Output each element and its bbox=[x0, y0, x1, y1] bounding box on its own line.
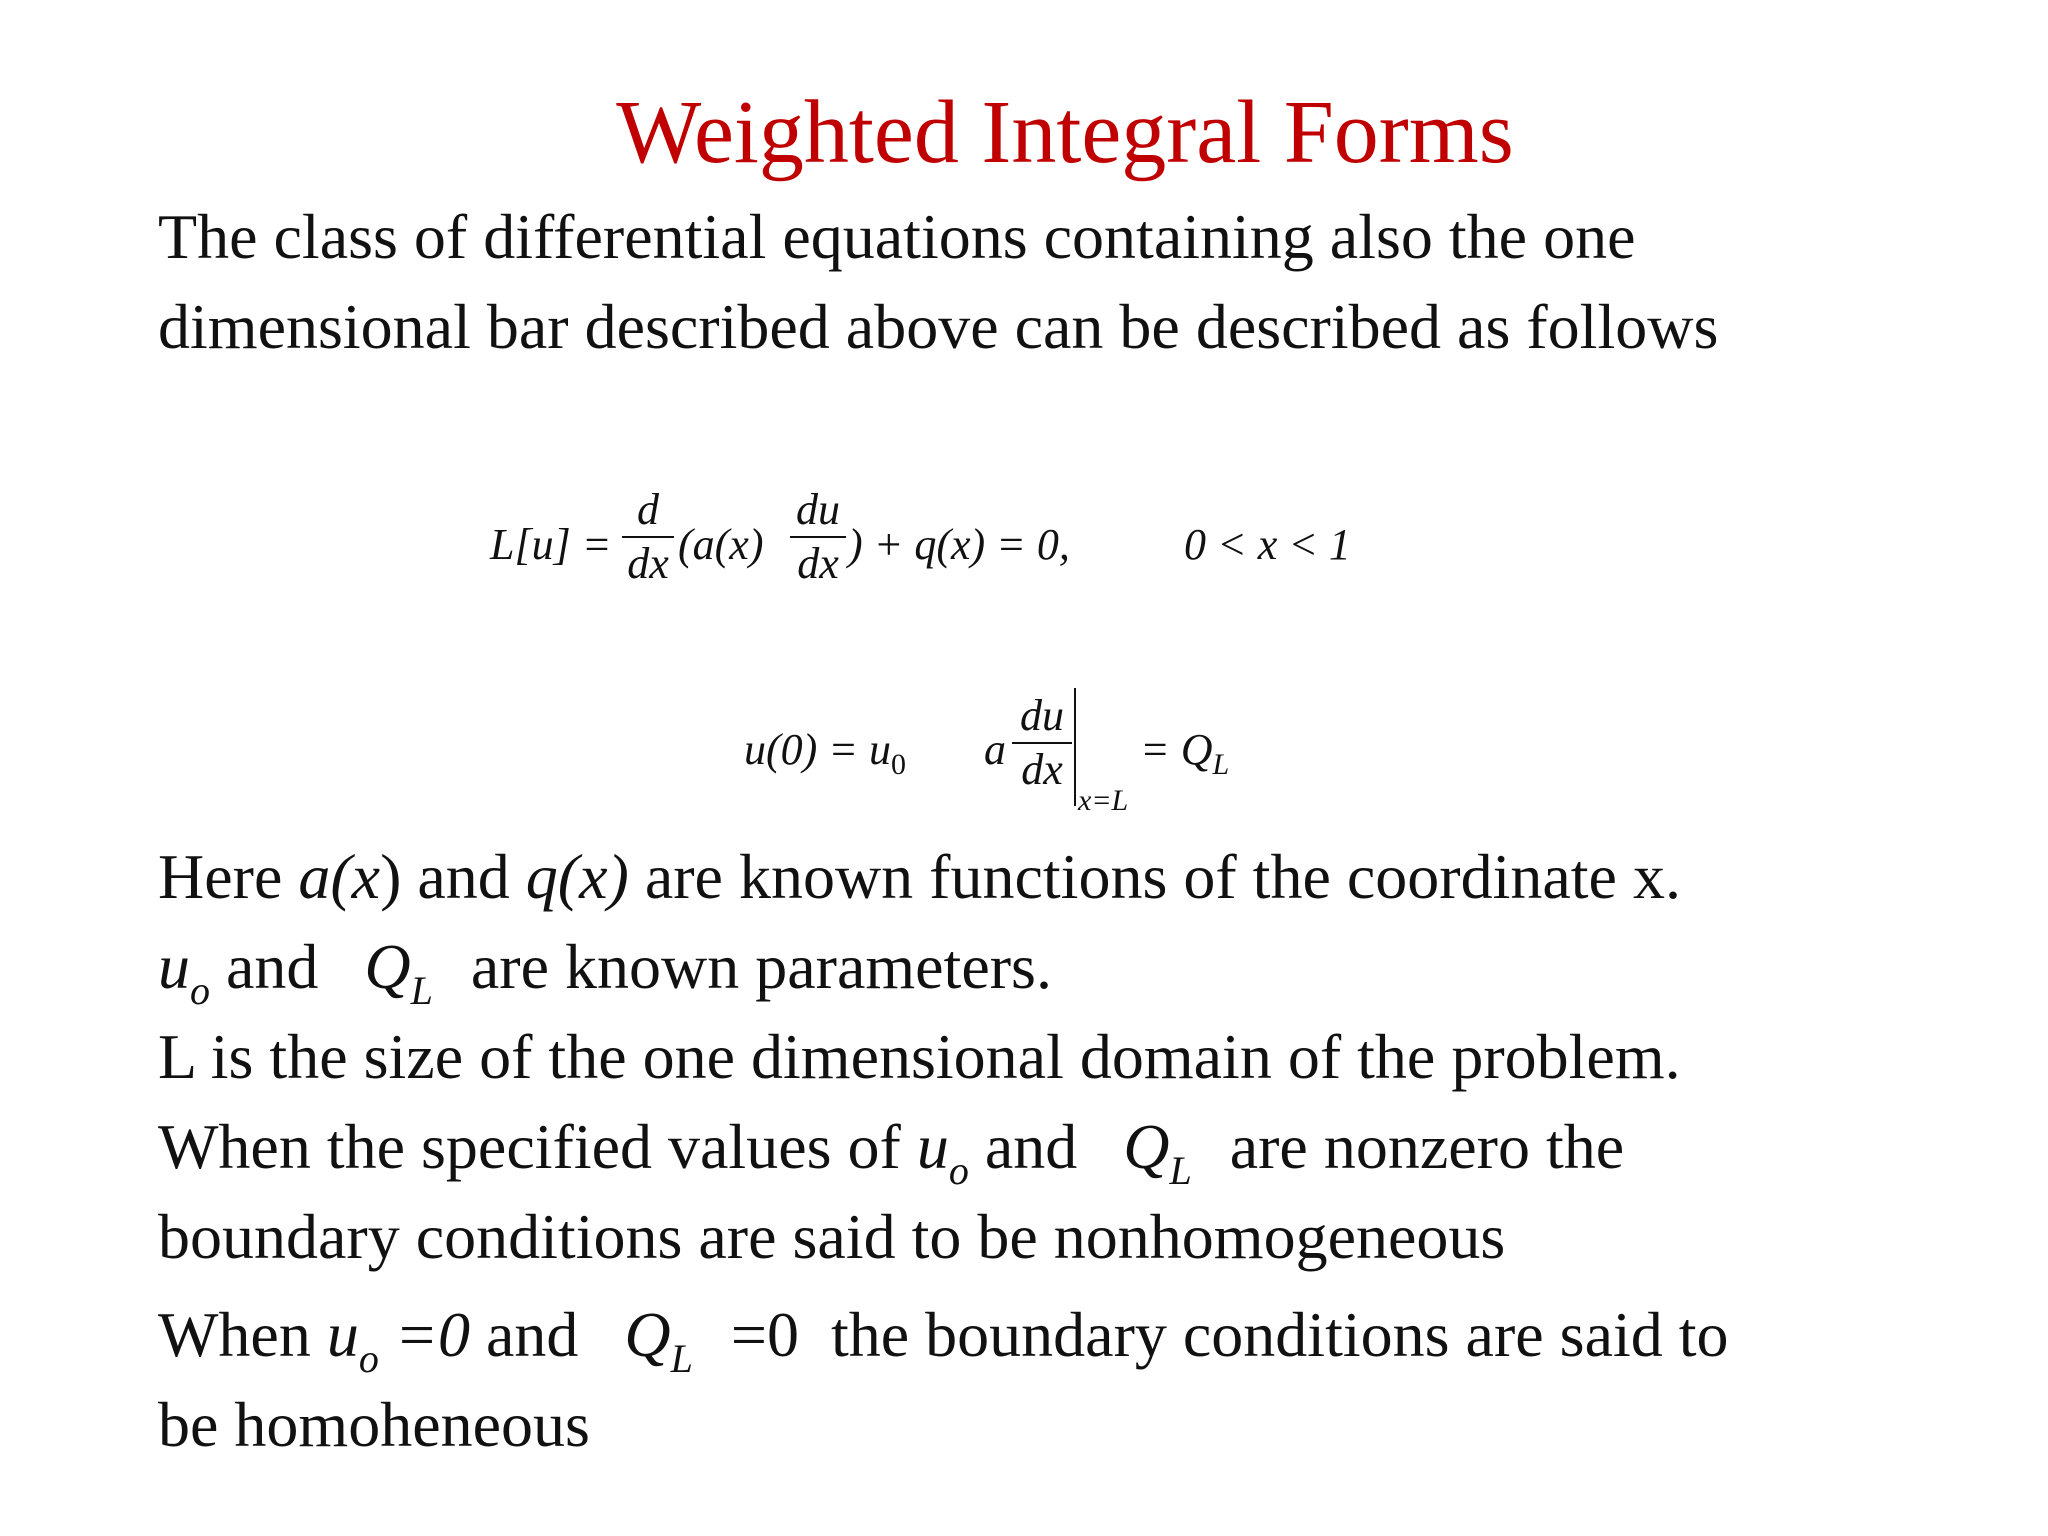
eq2-frac-du-dx bbox=[1012, 691, 1072, 794]
eq1-dx: dx bbox=[627, 539, 669, 588]
eq1-domain: 0 < x < 1 bbox=[1184, 520, 1351, 569]
line-params: $u_o$ and $Q_L$ are known parameters. bbox=[158, 931, 1052, 1013]
eq2-rhs-sub: L bbox=[1212, 748, 1230, 781]
eq2-du: du bbox=[1020, 691, 1064, 740]
line-when-nonzero: When the specified values of $u_o$ and $Q_L$ are nonzero the bbox=[158, 1111, 1625, 1193]
line-here: Here a(x) and q(x) are known functions of the coordinate x. bbox=[158, 841, 1681, 912]
intro-line-1: The class of differential equations containing also the one bbox=[158, 201, 1636, 272]
eq1-frac-d-dx bbox=[622, 485, 674, 588]
eq1-mid: (a(x) bbox=[678, 520, 764, 569]
eq1-lhs: L[u] = bbox=[490, 520, 612, 569]
eq2-dx: dx bbox=[1021, 745, 1063, 794]
eq1-d: d bbox=[637, 485, 659, 534]
eq2-a: a bbox=[984, 725, 1006, 774]
line-when-zero: When $u_o =0$ and $Q_L =0$ the boundary conditions are said to bbox=[158, 1299, 1729, 1381]
eq2-eval: x=L bbox=[1078, 784, 1129, 817]
eq1-du: du bbox=[796, 485, 840, 534]
intro-line-2: dimensional bar described above can be described as follows bbox=[158, 291, 1719, 362]
line-nonhomogeneous: boundary conditions are said to be nonhomogeneous bbox=[158, 1201, 1506, 1272]
eq2-bc-left: $u(0) = u_0$ bbox=[744, 725, 906, 781]
eq1-tail: ) + q(x) = 0, bbox=[848, 520, 1070, 569]
eq2-rhs: = $Q_L$ bbox=[1140, 725, 1230, 781]
eq2-eval-bar bbox=[1074, 688, 1076, 806]
line-homoheneous: be homoheneous bbox=[158, 1389, 590, 1460]
line-domain-size: L is the size of the one dimensional domain of the problem. bbox=[158, 1021, 1681, 1092]
eq1-dx2: dx bbox=[797, 539, 839, 588]
eq1-frac-du-dx bbox=[790, 485, 846, 588]
slide-title: Weighted Integral Forms bbox=[616, 83, 1514, 182]
eq2-bc-left-sub: 0 bbox=[891, 748, 906, 781]
